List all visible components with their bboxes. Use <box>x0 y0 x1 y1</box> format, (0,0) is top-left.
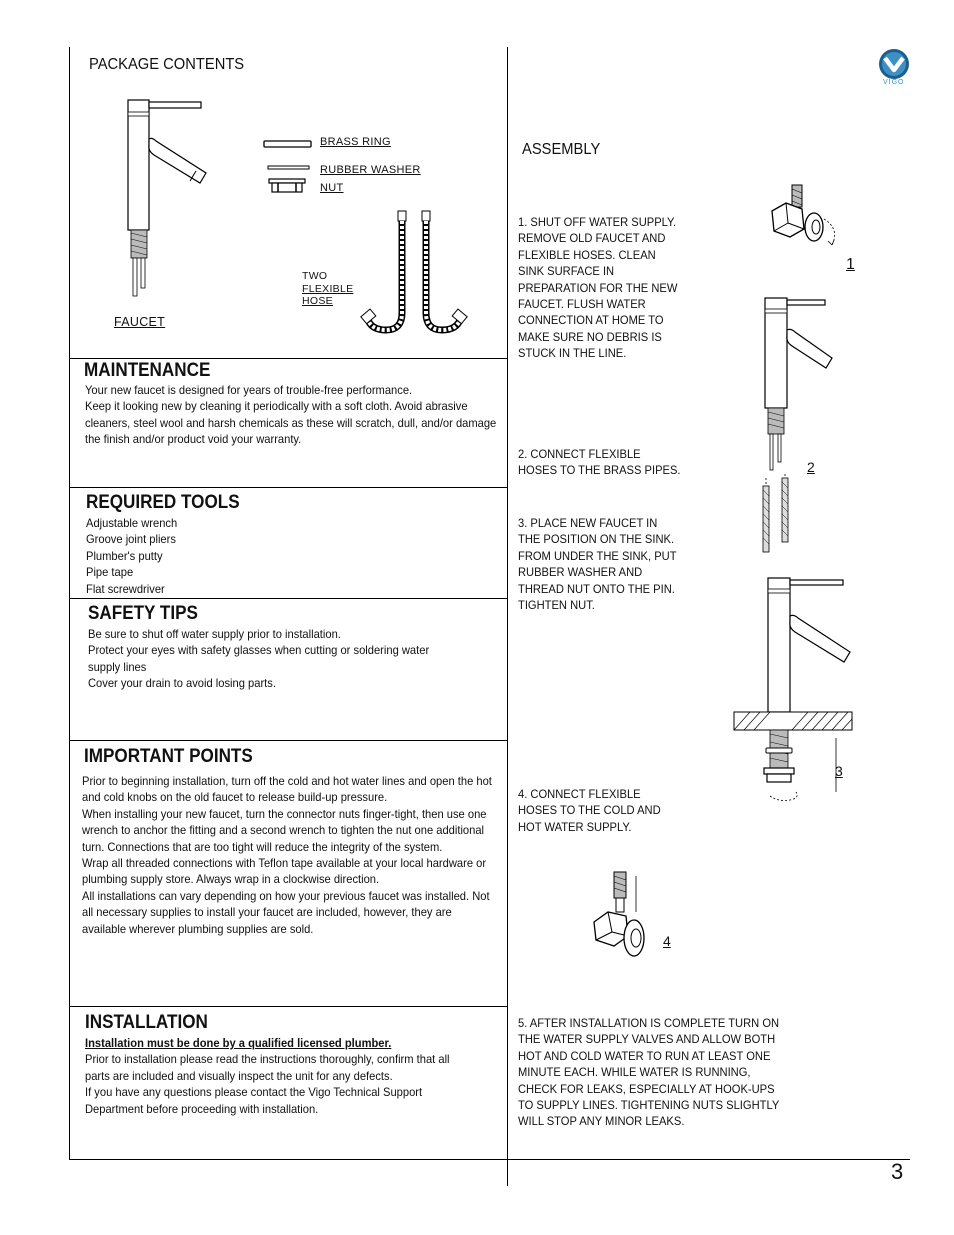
label-hose: TWO FLEXIBLE HOSE <box>302 270 354 307</box>
tools-list <box>86 515 177 597</box>
important-text: Prior to beginning installation, turn off the cold and hot water lines and open the hot and cold knobs on the old faucet to release build-up pressure. When installing your new faucet, turn the connector nuts finger-tight, then use one wrench to anchor the fitting and a second wrench to tighten the nut one additional turn. Connections that are too tight will reduce the integrity of the system. Wrap all threaded connections with Teflon tape available at your local hardware or plumbing supply store. Always wrap in a clockwise direction. All installations can vary depending on how your previous faucet was installed. Not all necessary supplies to install your faucet are included, however, they are available wherever plumbing supplies are sold. <box>82 774 492 936</box>
installation-text: Installation must be done by a qualified licensed plumber. Prior to installation please read the instructions thoroughly, confirm that all parts are included and visually inspect the unit for any defects. If you have any questions please contact the Vigo Technical Support Department before proceeding with installation. <box>85 1036 450 1116</box>
flexible-hoses-drawing <box>358 208 473 340</box>
important-points-title: IMPORTANT POINTS <box>84 746 253 767</box>
list-item: Pipe tape <box>86 565 134 580</box>
assembly-step-4: 4. CONNECT FLEXIBLE HOSES TO THE COLD AND HOT WATER SUPPLY. <box>518 787 661 834</box>
required-tools-title: REQUIRED TOOLS <box>86 492 240 513</box>
divider-maintenance <box>69 358 507 359</box>
left-border <box>69 47 70 1160</box>
figure-2-faucet-drawing <box>758 292 838 557</box>
label-brass-ring: BRASS RING <box>320 136 391 148</box>
maintenance-title: MAINTENANCE <box>84 360 211 381</box>
logo-text: VIGO <box>883 79 905 86</box>
label-rubber-washer: RUBBER WASHER <box>320 164 421 176</box>
figure-number-2: 2 <box>807 459 815 475</box>
installation-warning: Installation must be done by a qualified licensed plumber. <box>85 1036 392 1050</box>
page-number: 3 <box>891 1159 904 1184</box>
list-item: Plumber's putty <box>86 548 163 563</box>
list-item: Flat screwdriver <box>86 581 165 596</box>
bottom-border <box>69 1159 910 1160</box>
assembly-step-1: 1. SHUT OFF WATER SUPPLY. REMOVE OLD FAUCET AND FLEXIBLE HOSES. CLEAN SINK SURFACE IN PREPARATION FOR THE NEW FAUCET. FLUSH WATER CONNECTION AT HOME TO MAKE SURE NO DEBRIS IS STUCK IN THE LINE. <box>518 215 678 361</box>
package-contents-title: PACKAGE CONTENTS <box>89 56 245 73</box>
figure-1-valve-drawing <box>764 183 844 263</box>
divider-installation <box>69 1006 507 1007</box>
figure-number-1: 1 <box>846 256 855 273</box>
list-item: Groove joint pliers <box>86 532 176 547</box>
assembly-step-5: 5. AFTER INSTALLATION IS COMPLETE TURN ON THE WATER SUPPLY VALVES AND ALLOW BOTH HOT AND COLD WATER TO RUN AT LEAST ONE MINUTE EACH. WHILE WATER IS RUNNING, CHECK FOR LEAKS, ESPECIALLY AT HOOK-UPS TO SUPPLY LINES. TIGHTENING NUTS SLIGHTLY WILL STOP ANY MINOR LEAKS. <box>518 1016 780 1129</box>
nut-drawing <box>268 178 308 194</box>
assembly-step-2: 2. CONNECT FLEXIBLE HOSES TO THE BRASS PIPES. <box>518 447 681 478</box>
label-faucet: FAUCET <box>114 315 166 329</box>
installation-title: INSTALLATION <box>85 1012 208 1033</box>
brass-ring-drawing <box>263 139 313 149</box>
assembly-step-3: 3. PLACE NEW FAUCET IN THE POSITION ON THE SINK. FROM UNDER THE SINK, PUT RUBBER WASHER AND THREAD NUT ONTO THE PIN. TIGHTEN NUT. <box>518 516 677 613</box>
rubber-washer-drawing <box>267 164 311 172</box>
figure-4-supply-valve-drawing <box>588 870 660 962</box>
safety-tips-title: SAFETY TIPS <box>88 603 198 624</box>
list-item: Adjustable wrench <box>86 516 178 530</box>
label-nut: NUT <box>320 182 344 194</box>
divider-tools <box>69 487 507 488</box>
safety-text: Be sure to shut off water supply prior to installation. Protect your eyes with safety glasses when cutting or soldering water supply lines Cover your drain to avoid losing parts. <box>88 627 430 691</box>
center-divider <box>507 47 508 1186</box>
faucet-drawing <box>120 95 215 300</box>
assembly-title: ASSEMBLY <box>522 141 601 158</box>
figure-number-3: 3 <box>835 763 843 779</box>
divider-safety <box>69 598 507 599</box>
figure-number-4: 4 <box>663 933 671 949</box>
divider-important <box>69 740 507 741</box>
maintenance-text: Your new faucet is designed for years of trouble-free performance. Keep it looking new by cleaning it periodically with a soft cloth. Avoid abrasive cleaners, steel wool and harsh chemicals as these will scratch, dull, and/or damage the finish and/or product void your warranty. <box>85 383 497 447</box>
